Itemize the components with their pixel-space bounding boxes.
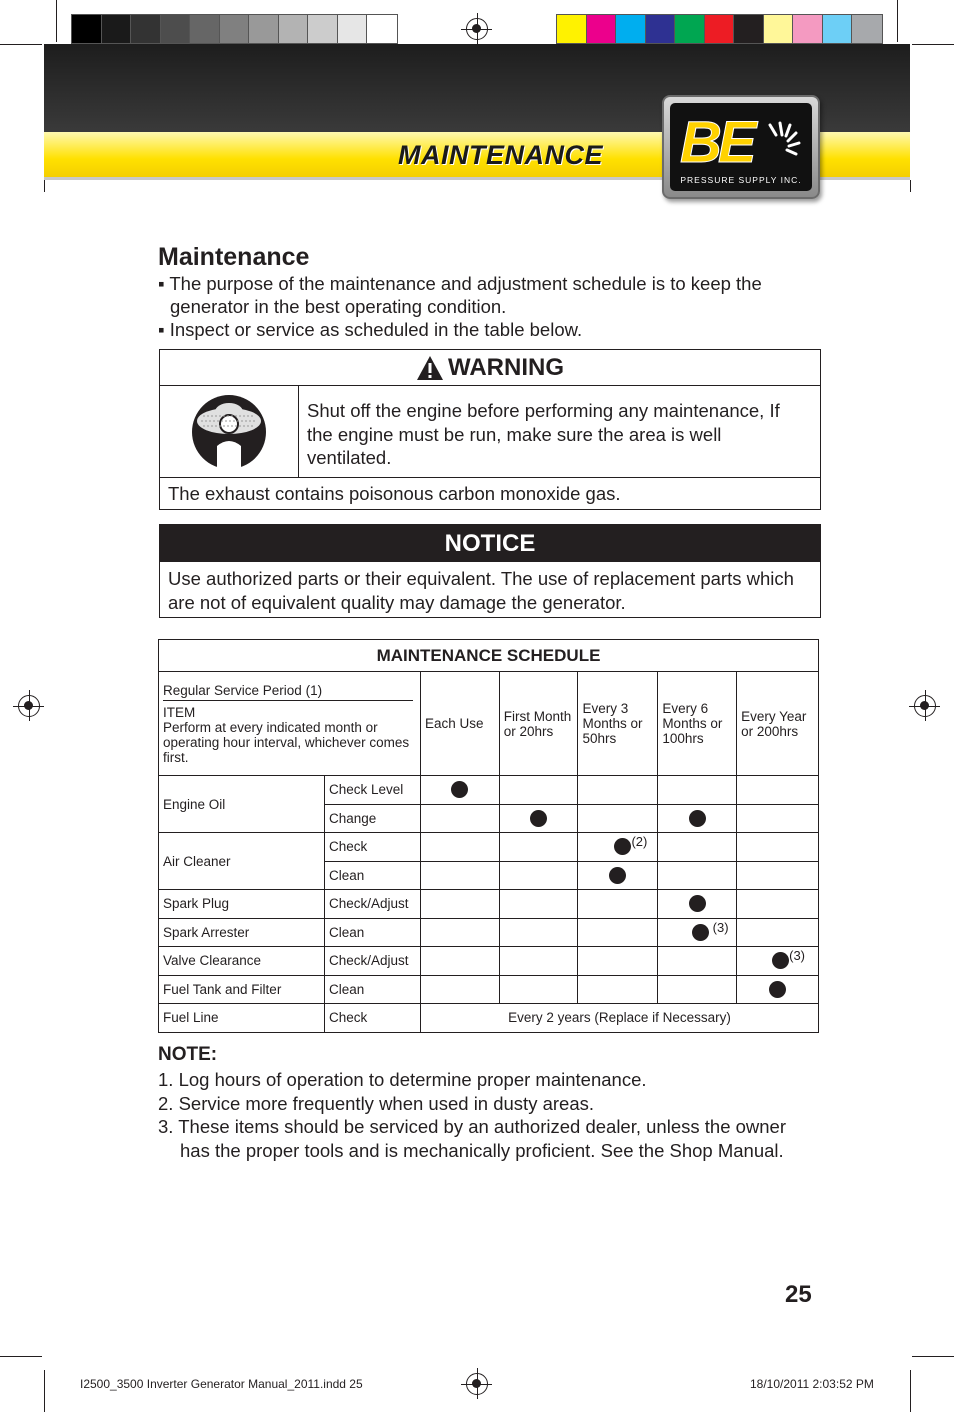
schedule-cell bbox=[658, 804, 737, 833]
schedule-cell bbox=[658, 975, 737, 1004]
schedule-cell bbox=[737, 861, 819, 890]
color-swatch bbox=[131, 15, 161, 43]
table-title: MAINTENANCE SCHEDULE bbox=[159, 640, 819, 672]
action-cell: Check bbox=[324, 1004, 420, 1033]
color-swatch bbox=[367, 15, 397, 43]
warning-footer: The exhaust contains poisonous carbon monoxide gas. bbox=[168, 483, 621, 504]
warning-box bbox=[159, 349, 821, 510]
notes-heading: NOTE: bbox=[158, 1044, 218, 1065]
color-swatch bbox=[72, 15, 102, 43]
schedule-cell bbox=[499, 890, 578, 919]
scheduled-dot-icon bbox=[530, 810, 547, 827]
crop-mark bbox=[897, 0, 898, 42]
color-swatch bbox=[220, 15, 250, 43]
table-row bbox=[159, 1004, 819, 1033]
service-period-label: Regular Service Period (1) bbox=[163, 683, 413, 701]
maintenance-schedule-table bbox=[158, 639, 819, 1033]
note-item: 1. Log hours of operation to determine proper maintenance. bbox=[158, 1069, 647, 1090]
schedule-cell bbox=[499, 804, 578, 833]
item-cell: Fuel Tank and Filter bbox=[159, 975, 325, 1004]
file-slug: I2500_3500 Inverter Generator Manual_2011.indd 25 bbox=[80, 1377, 363, 1391]
registration-mark bbox=[18, 695, 40, 717]
page-heading: Maintenance bbox=[158, 243, 310, 271]
crop-mark bbox=[56, 0, 57, 42]
schedule-cell bbox=[499, 861, 578, 890]
scheduled-dot-icon bbox=[692, 924, 709, 941]
color-swatch bbox=[646, 15, 676, 43]
table-header-item bbox=[159, 672, 421, 776]
action-cell: Check Level bbox=[324, 776, 420, 805]
schedule-cell bbox=[737, 975, 819, 1004]
schedule-cell bbox=[658, 918, 737, 947]
notice-header: NOTICE bbox=[160, 525, 820, 562]
schedule-cell bbox=[420, 833, 499, 862]
action-cell: Change bbox=[324, 804, 420, 833]
intro-bullet: ▪ The purpose of the maintenance and adjustment schedule is to keep the generator in the best operating condition. bbox=[158, 273, 762, 317]
table-row bbox=[159, 890, 819, 919]
intro-bullet: ▪ Inspect or service as scheduled in the table below. bbox=[158, 319, 583, 340]
crop-mark bbox=[912, 44, 954, 45]
schedule-cell bbox=[737, 804, 819, 833]
notice-text: Use authorized parts or their equivalent. The use of replacement parts which are not of equivalent quality may damage the generator. bbox=[168, 568, 794, 613]
color-swatch bbox=[852, 15, 882, 43]
logo-subtitle: PRESSURE SUPPLY INC. bbox=[680, 175, 802, 185]
logo-letters: BE bbox=[680, 110, 753, 175]
action-cell: Check/Adjust bbox=[324, 890, 420, 919]
color-swatch bbox=[308, 15, 338, 43]
table-row bbox=[159, 776, 819, 805]
schedule-cell bbox=[499, 947, 578, 976]
schedule-cell bbox=[737, 918, 819, 947]
scheduled-dot-icon bbox=[769, 981, 786, 998]
schedule-cell bbox=[420, 776, 499, 805]
schedule-cell bbox=[578, 975, 658, 1004]
schedule-cell bbox=[420, 947, 499, 976]
item-cell: Valve Clearance bbox=[159, 947, 325, 976]
schedule-cell bbox=[658, 833, 737, 862]
crop-mark bbox=[912, 1356, 954, 1357]
color-swatch bbox=[161, 15, 191, 43]
company-logo bbox=[662, 95, 820, 199]
schedule-cell bbox=[420, 975, 499, 1004]
warning-pictogram-cell bbox=[160, 386, 299, 477]
schedule-cell bbox=[578, 804, 658, 833]
table-row bbox=[159, 833, 819, 862]
scheduled-dot-icon bbox=[689, 895, 706, 912]
schedule-cell bbox=[499, 975, 578, 1004]
table-row bbox=[159, 975, 819, 1004]
crop-mark bbox=[44, 180, 45, 192]
footnote-marker: (3) bbox=[789, 948, 806, 964]
crop-mark bbox=[0, 44, 42, 45]
column-header: Each Use bbox=[420, 672, 499, 776]
splash-icon bbox=[766, 121, 802, 161]
color-swatch bbox=[823, 15, 853, 43]
schedule-cell bbox=[658, 776, 737, 805]
item-cell: Engine Oil bbox=[159, 776, 325, 833]
item-description: Perform at every indicated month or operating hour interval, whichever comes first. bbox=[163, 719, 410, 765]
schedule-cell bbox=[658, 890, 737, 919]
scheduled-dot-icon bbox=[609, 867, 626, 884]
color-swatch bbox=[734, 15, 764, 43]
registration-mark bbox=[466, 18, 488, 40]
color-swatch bbox=[705, 15, 735, 43]
crop-mark bbox=[910, 1370, 911, 1412]
warning-text: Shut off the engine before performing any maintenance, If the engine must be run, make sure the area is well ventilated. bbox=[307, 400, 780, 468]
action-cell: Clean bbox=[324, 861, 420, 890]
color-swatch bbox=[249, 15, 279, 43]
gray-color-bar bbox=[71, 14, 398, 44]
column-header: Every 6 Months or 100hrs bbox=[658, 672, 737, 776]
schedule-cell bbox=[737, 890, 819, 919]
page-number: 25 bbox=[785, 1281, 812, 1308]
scheduled-dot-icon bbox=[689, 810, 706, 827]
section-title: MAINTENANCE bbox=[398, 140, 603, 170]
action-cell: Clean bbox=[324, 918, 420, 947]
item-cell: Spark Plug bbox=[159, 890, 325, 919]
process-color-bar bbox=[556, 14, 883, 44]
schedule-cell bbox=[737, 947, 819, 976]
notes-list bbox=[158, 1068, 818, 1162]
color-swatch bbox=[764, 15, 794, 43]
schedule-cell bbox=[737, 833, 819, 862]
color-swatch bbox=[102, 15, 132, 43]
crop-mark bbox=[44, 1370, 45, 1412]
scheduled-dot-icon bbox=[451, 781, 468, 798]
crop-mark bbox=[0, 1356, 42, 1357]
color-swatch bbox=[675, 15, 705, 43]
color-swatch bbox=[279, 15, 309, 43]
note-item: 3. These items should be serviced by an authorized dealer, unless the owner has the proper tools and is mechanically proficient. See the Shop Manual. bbox=[158, 1116, 787, 1161]
warning-header bbox=[160, 350, 820, 386]
notice-box bbox=[159, 524, 821, 618]
column-header: First Month or 20hrs bbox=[499, 672, 578, 776]
registration-mark bbox=[914, 695, 936, 717]
interval-note-cell: Every 2 years (Replace if Necessary) bbox=[420, 1004, 818, 1033]
note-item: 2. Service more frequently when used in dusty areas. bbox=[158, 1092, 595, 1114]
item-cell: Fuel Line bbox=[159, 1004, 325, 1033]
action-cell: Clean bbox=[324, 975, 420, 1004]
schedule-cell bbox=[420, 804, 499, 833]
schedule-cell bbox=[578, 918, 658, 947]
schedule-cell bbox=[420, 890, 499, 919]
schedule-cell bbox=[658, 947, 737, 976]
warning-label: WARNING bbox=[448, 353, 564, 381]
scheduled-dot-icon bbox=[614, 838, 631, 855]
schedule-cell bbox=[578, 833, 658, 862]
schedule-cell bbox=[499, 833, 578, 862]
color-swatch bbox=[793, 15, 823, 43]
warning-triangle-icon bbox=[416, 355, 444, 381]
schedule-cell bbox=[578, 890, 658, 919]
date-slug: 18/10/2011 2:03:52 PM bbox=[750, 1377, 874, 1391]
item-cell: Air Cleaner bbox=[159, 833, 325, 890]
footnote-marker: (3) bbox=[712, 919, 729, 935]
action-cell: Check bbox=[324, 833, 420, 862]
registration-mark bbox=[466, 1373, 488, 1395]
schedule-cell bbox=[578, 947, 658, 976]
table-row bbox=[159, 947, 819, 976]
color-swatch bbox=[587, 15, 617, 43]
color-swatch bbox=[616, 15, 646, 43]
schedule-cell bbox=[420, 918, 499, 947]
crop-mark bbox=[910, 180, 911, 192]
toxic-fumes-icon bbox=[191, 394, 267, 470]
color-swatch bbox=[557, 15, 587, 43]
item-label: ITEM bbox=[163, 704, 196, 720]
action-cell: Check/Adjust bbox=[324, 947, 420, 976]
column-header: Every 3 Months or 50hrs bbox=[578, 672, 658, 776]
color-swatch bbox=[338, 15, 368, 43]
schedule-cell bbox=[658, 861, 737, 890]
schedule-cell bbox=[499, 776, 578, 805]
column-header: Every Year or 200hrs bbox=[737, 672, 819, 776]
schedule-cell bbox=[578, 861, 658, 890]
color-swatch bbox=[190, 15, 220, 43]
schedule-cell bbox=[578, 776, 658, 805]
intro-bullets bbox=[158, 272, 818, 341]
footnote-marker: (2) bbox=[631, 834, 648, 850]
schedule-cell bbox=[737, 776, 819, 805]
schedule-cell bbox=[420, 861, 499, 890]
table-row bbox=[159, 918, 819, 947]
item-cell: Spark Arrester bbox=[159, 918, 325, 947]
scheduled-dot-icon bbox=[772, 952, 789, 969]
schedule-cell bbox=[499, 918, 578, 947]
